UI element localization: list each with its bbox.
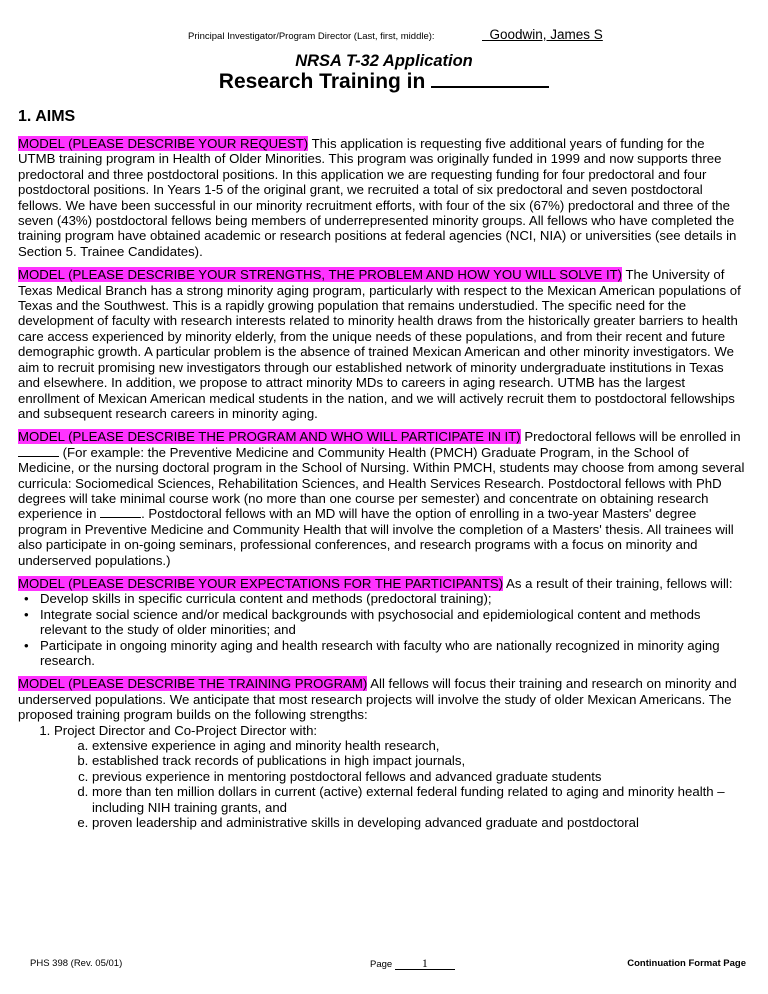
subtitle-text: Research Training in: [218, 70, 426, 93]
model-label: MODEL (PLEASE DESCRIBE YOUR EXPECTATIONS FOR THE PARTICIPANTS): [18, 575, 504, 591]
paragraph-text: As a result of their training, fellows will:: [503, 575, 733, 591]
paragraph-text: (For example: the Preventive Medicine and Community Health (PMCH) Graduate Program, in the School of Medicine, or the nursing doctoral program in the School of Nursing. Within PMCH, students may choose from among several curricula: Sociomedical Sciences, Rehabilitation Sciences, and Health Services Research. Postdoctoral fellows with PhD degrees will take minimal course work (no more than one course per semester) and concentrate on obtaining research experience in: [18, 444, 745, 522]
application-title: NRSA T-32 Application: [295, 52, 473, 70]
pi-label: Principal Investigator/Program Director (Last, first, middle):: [188, 31, 435, 42]
model-label: MODEL (PLEASE DESCRIBE THE PROGRAM AND WHO WILL PARTICIPATE IN IT): [18, 429, 521, 445]
section-heading: 1. AIMS: [18, 108, 76, 125]
format-label: Continuation Format Page: [627, 958, 746, 969]
list-item: e. proven leadership and administrative skills in developing advanced graduate and postdoctoral: [92, 815, 745, 830]
list-item: c. previous experience in mentoring postdoctoral fellows and advanced graduate students: [92, 769, 745, 784]
list-item: d. more than ten million dollars in current (active) external federal funding related to aging and minority health – including NIH training grants, and: [92, 784, 745, 815]
strengths-list: [18, 723, 745, 738]
fill-in-blank: [18, 445, 59, 457]
list-item: a. extensive experience in aging and minority health research,: [92, 738, 745, 753]
model-label: MODEL (PLEASE DESCRIBE YOUR STRENGTHS, THE PROBLEM AND HOW YOU WILL SOLVE IT): [18, 267, 623, 283]
paragraph-text: All fellows will focus their training and research on minority and underserved populations. We anticipate that most research projects will involve the study of older Mexican Americans. The proposed training program builds on the following strengths:: [18, 676, 737, 723]
page-label: Page: [370, 959, 393, 970]
paragraph-text: This application is requesting five additional years of funding for the UTMB training program in Health of Older Minorities. This program was originally funded in 1999 and now supports three predoctoral and three postdoctoral positions. In this application we are requesting funding for four predoctoral and four postdoctoral positions. In Years 1-5 of the original grant, we recruited a total of six predoctoral and seven postdoctoral fellows. We have been successful in our minority recruitment efforts, with four of the six (67%) predoctoral and three of the seven (43%) postdoctoral fellows being members of underrepresented minority groups. All fellows who have completed the training program have obtained academic or research positions at federal agencies (NCI, NIA) or universities (see details in Section 5. Trainee Candidates).: [18, 136, 737, 259]
model-label: MODEL (PLEASE DESCRIBE THE TRAINING PROGRAM): [18, 676, 368, 692]
page-number: 1: [395, 958, 455, 970]
expectations-list: [18, 591, 745, 668]
paragraph-training: [18, 676, 745, 830]
paragraph-text: The University of Texas Medical Branch has a strong minority aging program, particularly with respect to the Mexican American populations of Texas and the Southwest. This is a rapidly growing population that remains understudied. The specific need for the development of faculty with research interests related to minority health draws from the historically greater barriers to health care access experienced by minority elderly, from the unique needs of these populations, and from their recent and future demographic growth. A particular problem is the absence of trained Mexican American and other minority investigators. We aim to recruit promising new investigators through our established network of minority undergraduate institutions in Texas and elsewhere. In addition, we propose to attract minority MDs to careers in aging research. UTMB has the largest enrollment of Mexican American medical students in the nation, and we will actively recruit them to postdoctoral fellowships and subsequent research careers in minority aging.: [18, 267, 741, 421]
paragraph-expectations: [18, 576, 745, 668]
list-item: • Integrate social science and/or medical backgrounds with psychosocial and epidemiological content and methods relevant to the study of older minorities; and: [40, 607, 745, 638]
list-item: • Participate in ongoing minority aging and health research with faculty who are nationally recognized in minority aging research.: [40, 638, 745, 669]
paragraph-strengths: [18, 267, 745, 421]
list-item-text: Project Director and Co-Project Director with:: [54, 722, 318, 738]
list-item: b. established track records of publications in high impact journals,: [92, 753, 745, 768]
subtitle-blank: [431, 72, 549, 88]
paragraph-text: Predoctoral fellows will be enrolled in: [520, 429, 741, 445]
form-id: PHS 398 (Rev. 05/01): [30, 958, 123, 969]
section-body: [18, 136, 745, 838]
strengths-sublist: [18, 738, 745, 830]
list-item: [54, 723, 745, 738]
pi-name: [482, 27, 603, 42]
application-subtitle: [0, 70, 768, 94]
fill-in-blank: [100, 506, 141, 518]
paragraph-program: [18, 429, 745, 568]
pi-name-text: Goodwin, James S: [489, 27, 603, 42]
page-indicator: [370, 958, 455, 970]
paragraph-text: . Postdoctoral fellows with an MD will have the option of enrolling in a two-year Masters' degree program in Preventive Medicine and Community Health that will involve the completion of a Masters' thesis. All trainees will also participate in on-going seminars, professional conferences, and research programs with a focus on minority and underserved populations.): [18, 506, 734, 568]
paragraph-request: [18, 136, 745, 259]
model-label: MODEL (PLEASE DESCRIBE YOUR REQUEST): [18, 136, 309, 151]
list-item: • Develop skills in specific curricula content and methods (predoctoral training);: [40, 591, 745, 606]
